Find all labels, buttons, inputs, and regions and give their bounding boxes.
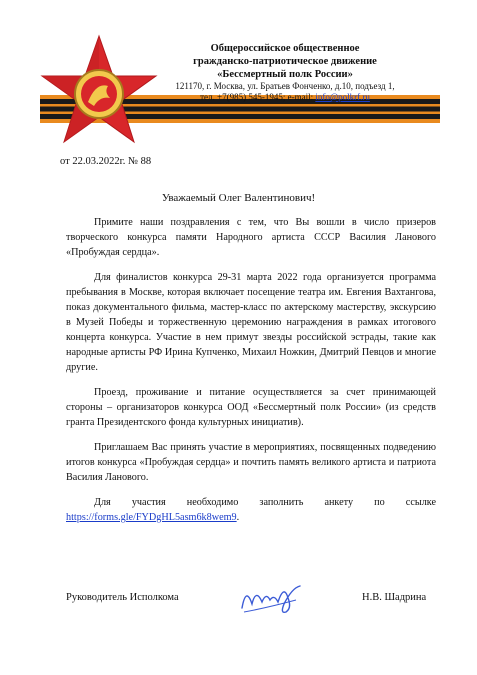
greeting: Уважаемый Олег Валентинович!: [161, 192, 316, 204]
organization-header: [165, 42, 405, 103]
form-link[interactable]: https://forms.gle/FYDgHL5asm6k8wem9: [66, 512, 237, 523]
org-name-line2: гражданско-патриотическое движение: [193, 56, 377, 67]
paragraph-5: [66, 495, 436, 525]
red-star-emblem: [38, 32, 160, 154]
paragraph-1: Примите наши поздравления с тем, что Вы вошли в число призеров творческого конкурса памяти Народного артиста СССР Василия Ланового «Пробуждая сердца».: [66, 217, 436, 258]
letter-body: [66, 215, 436, 535]
org-name-line1: Общероссийское общественное: [210, 43, 360, 54]
handwritten-signature: [236, 578, 306, 618]
paragraph-5-end: .: [236, 512, 240, 523]
org-contacts: [165, 92, 405, 103]
contacts-prefix: тел. +7(985) 545-1945; e-mail:: [200, 92, 316, 102]
org-address: 121170, г. Москва, ул. Братьев Фонченко, д.10, подъезд 1,: [175, 81, 395, 91]
org-name-line3: «Бессмертный полк России»: [217, 69, 353, 80]
paragraph-5-text: Для участия необходимо заполнить анкету по ссылке: [94, 497, 436, 508]
signatory-title: Руководитель Исполкома: [66, 592, 179, 603]
paragraph-3: Проезд, проживание и питание осуществляется за счет принимающей стороны – организаторов конкурса ООД «Бессмертный полк России» (из средств гранта Президентского фонда культурных инициатив).: [66, 387, 436, 428]
signatory-name: Н.В. Шадрина: [362, 592, 427, 603]
email-link[interactable]: info@polkrf.ru: [315, 92, 370, 102]
paragraph-4: Приглашаем Вас принять участие в мероприятиях, посвященных подведению итогов конкурса «Пробуждая сердца» и почтить память великого артиста и патриота Василия Ланового.: [66, 442, 436, 483]
paragraph-2: Для финалистов конкурса 29-31 марта 2022 года организуется программа пребывания в Москве, которая включает посещение театра им. Евгения Вахтангова, показ документального фильма, мастер-класс по актерскому мастерству, экскурсию в Музей Победы и торжественную церемонию награждения в рамках итогового концерта конкурса. Участие в нем примут звезды российской эстрады, такие как народные артисты РФ Ирина Купченко, Михаил Ножкин, Дмитрий Певцов и многие другие.: [66, 272, 436, 373]
document-reference: от 22.03.2022г. № 88: [60, 156, 152, 167]
